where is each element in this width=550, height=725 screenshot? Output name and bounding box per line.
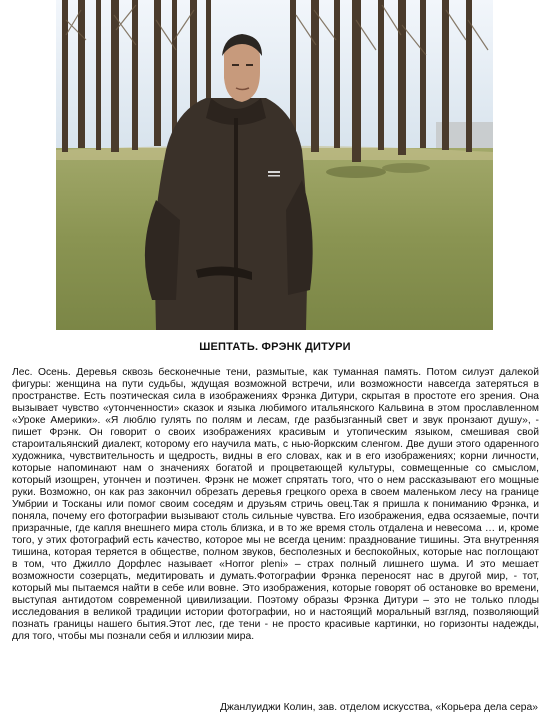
portrait-photo-icon xyxy=(56,0,493,330)
article-body: Лес. Осень. Деревья сквозь бесконечные тени, размытые, как туманная память. Потом силуэт далекой фигуры: женщина на пути судьбы, ждущая возможной встречи, или возможности навсегда затеряться в пространстве. Есть поэтическая сила в изображениях Фрэнка Дитури, скрытая в простоте его зрения. Она вызывает чувство «утонченности» сказок и языка любимого итальянского Кальвина в этом прославленном «Уроке Америки». «Я люблю гулять по полям и лесам, где разбызганный свет и звук пронзают душу», - пишет Фрэнк. Он говорит о своих изображениях красивым и утопическим языком, смешивая свой староитальянский диалект, которому его научила мать, с нью-йоркским сленгом. Две души этого одаренного художника, чувствительность и щедрость, видны в его словах, как и в его изображениях; корни личности, которые напоминают нам о значениях богатой и процветающей культуры, совмещенные со смыслом, который изощрен, утончен и поэтичен. Фрэнк не может спрятать того, что о нем рассказывают его мощные руки. Возможно, он как раз закончил обрезать деревья грецкого ореха в своем маленьком лесу на границе Умбрии и Тосканы или помог своим соседям и друзьям стричь овец.Так я пришла к пониманию Фрэнка, и поняла, почему его фотографии вызывают столь сильные чувства. Его изображения, едва осязаемые, почти призрачные, где капля внешнего мира столь близка, и в то же время столь отдалена и невесома … и, кроме того, у этих фотографий есть качество, которое мы не всегда ценим: празднование тишины. Эта внутренняя тишина, которая теряется в обществе, полном звуков, бесполезных и беспокойных, которые нас поглощают в том, что Джилло Дорфлес называет «Horror pleni» – страх полный лишнего шума. И это мешает возможности созерцать, медитировать и думать.Фотографии Фрэнка переносят нас в другой мир, - тот, который мы пытаемся найти в себе или вовне. Это изображения, которые говорят об остановке во времени, выступая антидотом современной цивилизации. Поэтому образы Фрэнка Дитури – это не только плоды исследования в великой традиции истории фотографии, но и настоящий моральный взгляд, позволяющий познать границы нашего бытия.Этот лес, где тени - не просто красивые картинки, но горизонты надежды, для того, чтобы мы познали себя и иллюзии мира. xyxy=(12,367,539,642)
page-title: ШЕПТАТЬ. ФРЭНК ДИТУРИ xyxy=(199,341,351,353)
author-signature: Джанлуиджи Колин, зав. отделом искусства, «Корьера дела сера» xyxy=(219,702,538,713)
